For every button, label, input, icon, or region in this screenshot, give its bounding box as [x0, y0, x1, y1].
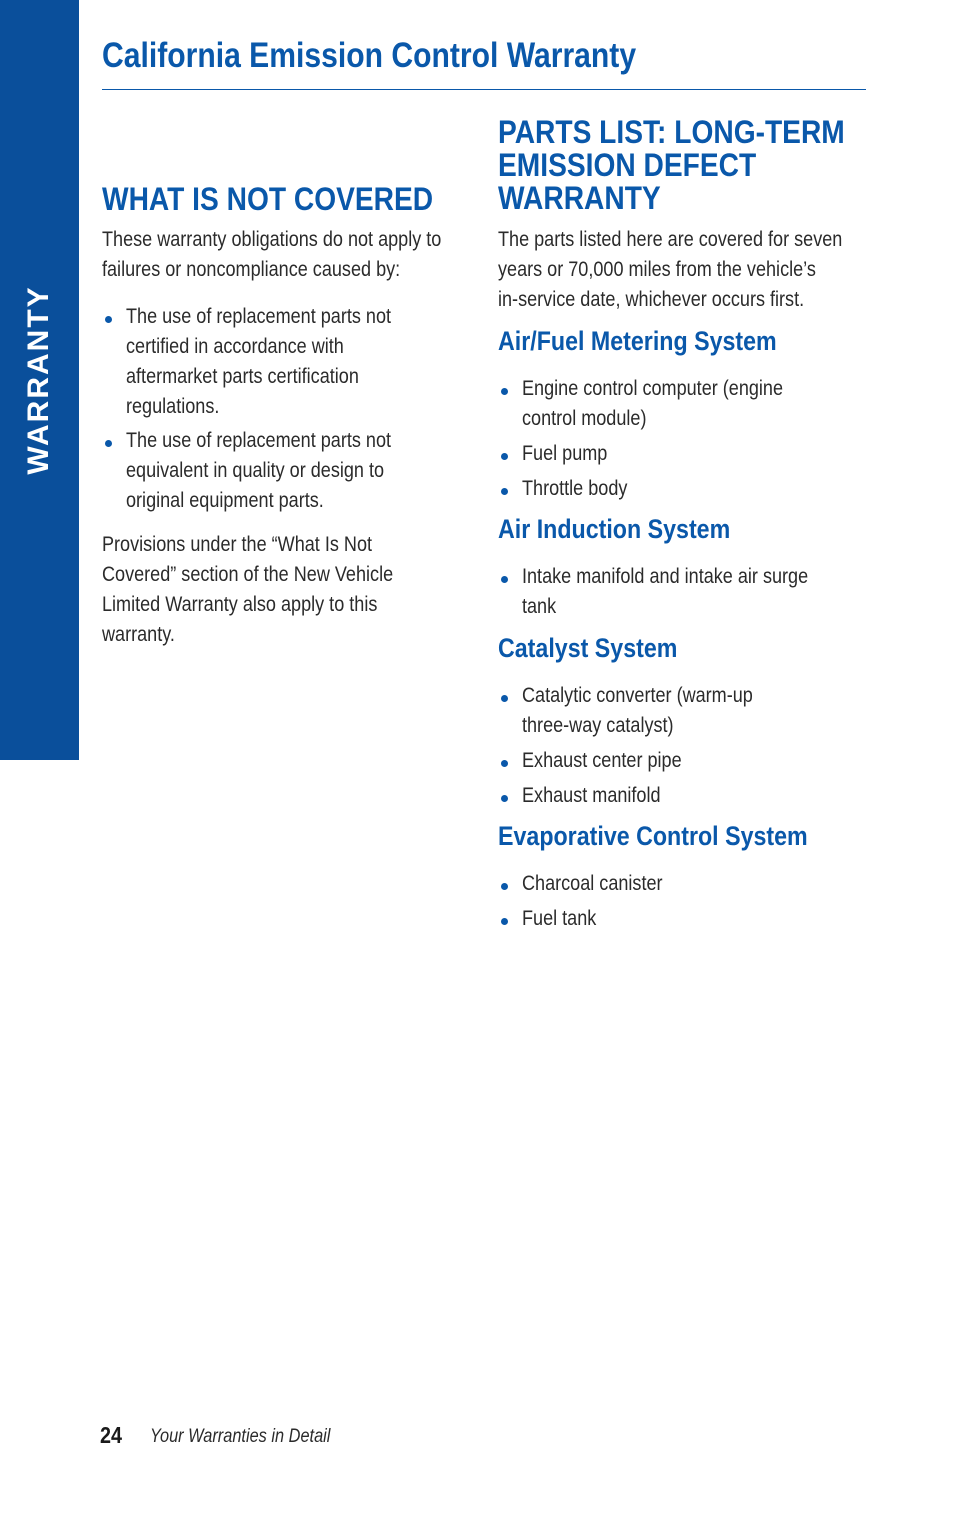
list-item: [498, 562, 898, 622]
list-item-line: certified in accordance with: [126, 335, 344, 358]
list-item: [498, 869, 898, 899]
page-title: California Emission Control Warranty: [102, 36, 637, 75]
catalyst-list: [498, 681, 898, 811]
list-item-line: Throttle body: [522, 477, 628, 500]
title-divider: [102, 89, 866, 90]
list-item: [498, 681, 898, 741]
list-item: [498, 474, 898, 504]
not-covered-closing-line-3: Limited Warranty also apply to this: [102, 593, 378, 616]
list-item: [102, 302, 502, 422]
not-covered-intro-line-2: failures or noncompliance caused by:: [102, 258, 401, 281]
section-title-catalyst: Catalyst System: [498, 633, 678, 663]
bullet-icon: [105, 316, 112, 323]
list-item: [498, 781, 898, 811]
not-covered-intro-line-1: These warranty obligations do not apply to: [102, 228, 442, 251]
side-tab: [0, 0, 79, 760]
list-item-line: three-way catalyst): [522, 714, 674, 737]
list-item-line: aftermarket parts certification: [126, 365, 359, 388]
list-item-line: original equipment parts.: [126, 489, 324, 512]
not-covered-closing-line-1: Provisions under the “What Is Not: [102, 533, 373, 556]
bullet-icon: [501, 695, 508, 702]
list-item-line: The use of replacement parts not: [126, 305, 392, 328]
parts-list-heading-line-3: WARRANTY: [498, 180, 661, 216]
air-induction-list: [498, 562, 898, 622]
parts-list-heading-line-2: EMISSION DEFECT: [498, 147, 757, 183]
evaporative-control-list: [498, 869, 898, 934]
parts-list-heading-line-1: PARTS LIST: LONG-TERM: [498, 114, 845, 150]
section-title-evaporative-control: Evaporative Control System: [498, 821, 808, 851]
side-tab-label: WARRANTY: [22, 285, 55, 475]
bullet-icon: [501, 453, 508, 460]
list-item-line: Catalytic converter (warm-up: [522, 684, 753, 707]
bullet-icon: [105, 440, 112, 447]
list-item-line: tank: [522, 595, 557, 618]
bullet-icon: [501, 576, 508, 583]
section-title-air-induction: Air Induction System: [498, 514, 731, 544]
list-item-line: regulations.: [126, 395, 220, 418]
not-covered-closing-line-2: Covered” section of the New Vehicle: [102, 563, 394, 586]
bullet-icon: [501, 488, 508, 495]
bullet-icon: [501, 795, 508, 802]
list-item-line: Intake manifold and intake air surge: [522, 565, 809, 588]
parts-list-intro-line-2: years or 70,000 miles from the vehicle’s: [498, 258, 816, 281]
what-is-not-covered-heading: WHAT IS NOT COVERED: [102, 181, 434, 217]
list-item-line: Charcoal canister: [522, 872, 663, 895]
list-item: [102, 426, 502, 516]
list-item: [498, 439, 898, 469]
not-covered-list: [102, 302, 502, 516]
air-fuel-metering-list: [498, 374, 898, 504]
bullet-icon: [501, 760, 508, 767]
list-item: [498, 746, 898, 776]
not-covered-closing-line-4: warranty.: [102, 623, 175, 646]
list-item: [498, 374, 898, 434]
page-number: 24: [100, 1422, 123, 1448]
list-item-line: Exhaust center pipe: [522, 749, 682, 772]
list-item-line: Fuel tank: [522, 907, 597, 930]
list-item-line: Exhaust manifold: [522, 784, 661, 807]
parts-list-intro-line-1: The parts listed here are covered for seven: [498, 228, 843, 251]
bullet-icon: [501, 388, 508, 395]
list-item: [498, 904, 898, 934]
bullet-icon: [501, 883, 508, 890]
bullet-icon: [501, 918, 508, 925]
parts-list-intro-line-3: in-service date, whichever occurs first.: [498, 288, 805, 311]
list-item-line: Fuel pump: [522, 442, 608, 465]
list-item-line: Engine control computer (engine: [522, 377, 784, 400]
section-title-air-fuel-metering: Air/Fuel Metering System: [498, 326, 777, 356]
list-item-line: control module): [522, 407, 647, 430]
list-item-line: equivalent in quality or design to: [126, 459, 385, 482]
footer-section-title: Your Warranties in Detail: [150, 1426, 331, 1447]
list-item-line: The use of replacement parts not: [126, 429, 392, 452]
